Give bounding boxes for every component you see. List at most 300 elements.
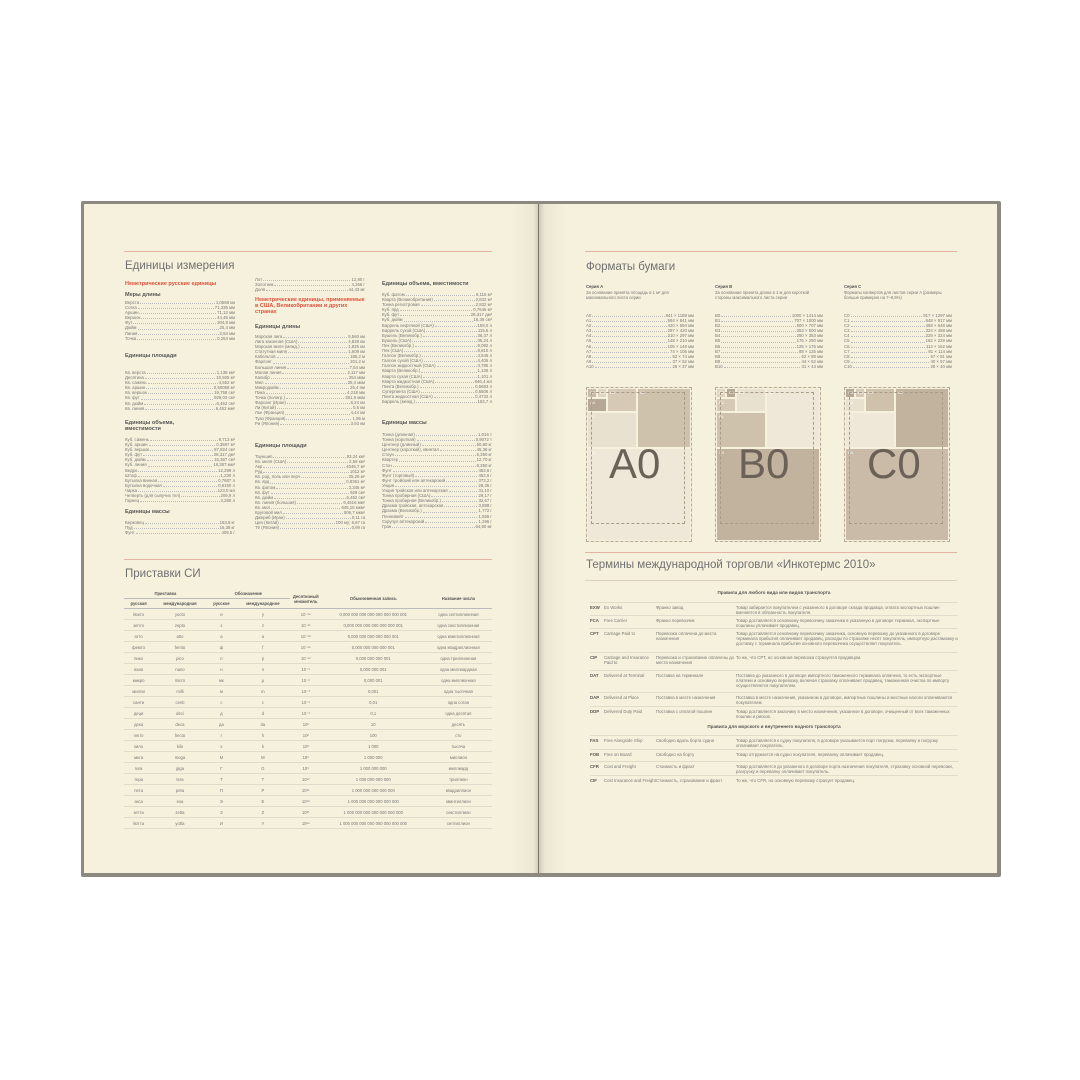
- unit-name: Тауншип: [255, 454, 273, 459]
- unit-value: 6,116 м³: [475, 292, 492, 297]
- unit-name: Стон: [382, 462, 392, 468]
- unit-value: 5,560 км: [348, 334, 365, 339]
- format-size: 353 × 500 мм: [796, 328, 823, 334]
- unit-name: Круговой мил: [255, 510, 282, 516]
- dot-leader: [851, 344, 925, 348]
- unit-value: 16,39 см³: [473, 317, 492, 323]
- dot-leader: [721, 323, 795, 327]
- format-series-title: Серия B: [715, 284, 733, 289]
- incoterm-code: DAT: [590, 673, 599, 678]
- incoterm-description: Товар забирается покупателем с указанного в договоре склада продавца, оплата экспортных пошлин вменяется в обязанность покупателя.: [736, 605, 940, 615]
- table-cell: одна сотая: [425, 697, 492, 708]
- table-cell: f: [236, 642, 290, 653]
- unit-value: 0,6150 л: [218, 482, 235, 488]
- dot-leader: [406, 292, 475, 296]
- format-size-row: [586, 364, 694, 369]
- table-cell: милли: [124, 686, 153, 697]
- unit-name: Золотник: [255, 282, 274, 288]
- table-cell: 1 000 000 000 000 000 000 000: [322, 807, 425, 818]
- unit-name: Большая линия: [255, 364, 287, 370]
- table-cell: нано: [124, 664, 153, 675]
- table-cell: одна квинтиллионная: [425, 631, 492, 642]
- unit-name: Драхма тройская, аптекарская: [382, 503, 444, 509]
- format-diagram: [586, 387, 692, 542]
- dot-leader: [141, 395, 213, 399]
- unit-value: 3,888 г: [478, 503, 492, 509]
- dot-leader: [592, 318, 666, 322]
- unit-name: Точка (полигр.): [255, 395, 285, 401]
- incoterm-english: Free Carrier: [604, 618, 628, 623]
- incoterm-description: Товар доставляется основному перевозчику заказчика в указанную в договоре терминал, экспортные пошлины уплачивает продавец.: [736, 618, 940, 628]
- unit-name: Кв. миля (США): [255, 459, 287, 465]
- table-cell: М: [207, 752, 236, 763]
- table-cell: гига: [124, 763, 153, 774]
- unit-name: Квартер: [382, 457, 399, 463]
- format-size-row: [844, 364, 952, 369]
- unit-name: Куб. сажень: [125, 437, 149, 442]
- table-cell: деци: [124, 708, 153, 719]
- unit-value: 16,387 см³: [214, 457, 235, 463]
- unit-value: 254 мкм: [348, 374, 365, 380]
- table-cell: mega: [153, 752, 207, 763]
- dot-leader: [282, 370, 346, 374]
- unit-value: 71,336 мм: [214, 305, 235, 311]
- left-page: [84, 204, 538, 873]
- dot-leader: [270, 479, 345, 483]
- col3-volume-list: [382, 292, 492, 404]
- unit-value: 87,824 см³: [214, 447, 235, 453]
- unit-value: 1,825 км: [348, 344, 365, 350]
- table-cell: одна триллионная: [425, 653, 492, 664]
- table-cell: п: [207, 653, 236, 664]
- unit-value: 115,6 л: [477, 327, 492, 333]
- format-code: C4: [844, 333, 850, 339]
- format-block-label: C2: [848, 400, 854, 405]
- table-row: [124, 818, 492, 829]
- table-cell: миллион: [425, 752, 492, 763]
- unit-value: 4,546 л: [477, 353, 492, 359]
- unit-value: 45,36 кг: [476, 447, 492, 453]
- unit-name: Пек (США): [382, 348, 404, 354]
- dot-leader: [721, 354, 800, 358]
- dot-leader: [404, 348, 476, 352]
- format-size: 1000 × 1414 мм: [791, 313, 823, 318]
- format-size: 458 × 648 мм: [925, 323, 952, 329]
- format-sizes-list: [715, 313, 823, 369]
- unit-value: 185,2 м: [350, 354, 365, 360]
- foreign-length-title: Единицы длины: [255, 324, 301, 330]
- incoterm-code: CIF: [590, 778, 597, 783]
- table-cell: н: [207, 664, 236, 675]
- dot-leader: [280, 421, 349, 425]
- dot-leader: [415, 473, 477, 477]
- unit-name: Баррель сухой (США): [382, 327, 426, 333]
- unit-name: Тонна пробирная (Великобр.): [382, 498, 441, 504]
- dot-leader: [417, 437, 475, 441]
- table-row: [124, 708, 492, 719]
- unit-name: Кв. мил: [255, 504, 271, 510]
- unit-value: 100 му; 6,67 га: [335, 520, 365, 526]
- incoterm-english: Delivered at Terminal: [604, 673, 645, 678]
- format-code: A8: [586, 353, 592, 359]
- unit-value: 304,8 мм: [217, 320, 235, 326]
- table-cell: йотта: [124, 818, 153, 829]
- dot-leader: [283, 510, 343, 514]
- table-cell: пета: [124, 785, 153, 796]
- unit-value: 28,317 дм³: [213, 452, 235, 458]
- table-cell: Т: [207, 774, 236, 785]
- format-code: C1: [844, 318, 850, 324]
- unit-name: Центнер (длинный): [382, 442, 421, 448]
- si-header-name: Название числа: [425, 589, 492, 609]
- si-title: Приставки СИ: [125, 568, 201, 580]
- format-block-label: C0: [719, 450, 725, 455]
- unit-name: Четверть (для сыпучих тел): [125, 493, 181, 499]
- format-block-label: A0: [898, 390, 903, 395]
- unit-value: 0,4732 л: [475, 393, 492, 399]
- incoterm-description: Товар доставляется основному перевозчику заказчика, основную перевозку до указанного в договоре терминала прибытия оплачивает продавец, расходы по страховке несёт покупатель, импортную растаможку и доставку с терминала прибытия основного перевозчика осуществляет покупатель.: [736, 631, 958, 646]
- unit-name: Фунт тройский или аптекарский: [382, 477, 446, 483]
- table-cell: Г: [207, 763, 236, 774]
- dot-leader: [287, 365, 348, 369]
- unit-name: Туаз (Франция): [255, 415, 286, 421]
- dot-leader: [287, 459, 348, 463]
- table-cell: 1 000 000 000 000 000 000 000 000: [322, 818, 425, 829]
- format-block-label: C3: [848, 390, 854, 395]
- col3-mass-title: Единицы массы: [382, 420, 427, 426]
- table-cell: дека: [124, 719, 153, 730]
- format-block-label: A6: [600, 390, 605, 395]
- table-cell: 1 000 000 000 000: [322, 774, 425, 785]
- incoterm-code: CPT: [590, 631, 599, 636]
- table-row: [124, 730, 492, 741]
- unit-value: 0,5 км: [352, 405, 365, 411]
- unit-name: Кв. род, поль или перч: [255, 474, 301, 480]
- format-size: 28 × 40 мм: [930, 363, 952, 369]
- unit-name: Кв. фатом: [255, 484, 276, 490]
- unit-value: 645,16 мкм²: [341, 504, 365, 510]
- unit-value: 19,758 см²: [214, 390, 235, 396]
- format-code: B1: [715, 318, 721, 324]
- dot-leader: [147, 370, 216, 374]
- unit-value: 201,2 м: [350, 359, 365, 365]
- dot-leader: [276, 485, 347, 489]
- dot-leader: [444, 503, 477, 507]
- table-cell: секстиллион: [425, 807, 492, 818]
- dot-leader: [449, 488, 478, 492]
- table-cell: Z: [236, 807, 290, 818]
- dot-leader: [274, 282, 350, 286]
- unit-name: Тё (Япония): [255, 525, 279, 531]
- format-code: A4: [586, 333, 592, 339]
- format-code: A9: [586, 358, 592, 364]
- format-block-label: B1: [719, 414, 724, 419]
- table-cell: мк: [207, 675, 236, 686]
- incoterm-english: Delivered Duty Paid: [604, 709, 642, 714]
- incoterm-russian: Свободно вдоль борта судна: [656, 738, 714, 743]
- format-size: 74 × 105 мм: [670, 348, 694, 354]
- incoterm-russian: Стоимость, страхование и фрахт: [656, 778, 723, 783]
- dot-leader: [851, 349, 928, 353]
- unit-value: 209,9 л: [220, 493, 235, 499]
- table-cell: femto: [153, 642, 207, 653]
- incoterm-description: То же, что CFR, но основную перевозку страхует продавец.: [736, 778, 856, 783]
- unit-value: 8,810 л: [477, 348, 492, 354]
- unit-name: Чарка: [125, 487, 138, 493]
- incoterm-russian: Перевозка оплачена до места назначения: [656, 631, 717, 641]
- table-cell: 0,000 001: [322, 675, 425, 686]
- unit-name: Фунт (торговый): [382, 472, 415, 478]
- dot-leader: [163, 483, 218, 487]
- unit-name: Куб. фатом: [382, 292, 405, 297]
- unit-value: 4,552 м²: [218, 380, 235, 386]
- table-cell: з: [207, 620, 236, 631]
- table-cell: 10⁻¹²: [290, 653, 322, 664]
- dot-leader: [301, 474, 348, 478]
- unit-value: 4,44 км: [350, 410, 365, 416]
- incoterm-russian: Поставка в месте назначения: [656, 695, 716, 700]
- table-cell: м: [207, 686, 236, 697]
- dot-leader: [263, 469, 348, 473]
- table-cell: p: [236, 653, 290, 664]
- unit-value: 3,93 км: [350, 420, 365, 426]
- dot-leader: [425, 519, 477, 523]
- dot-leader: [424, 358, 477, 362]
- dot-leader: [592, 333, 666, 337]
- unit-name: Кв. аршин: [125, 385, 146, 391]
- table-cell: a: [236, 631, 290, 642]
- table-cell: 10²: [290, 730, 322, 741]
- table-cell: 10⁻³: [290, 686, 322, 697]
- format-size: 37 × 52 мм: [672, 358, 694, 364]
- unit-value: 163,7 л: [477, 398, 492, 404]
- dot-leader: [141, 315, 216, 319]
- dot-leader: [592, 359, 671, 363]
- table-cell: 1 000 000 000: [322, 763, 425, 774]
- table-cell: тысяча: [425, 741, 492, 752]
- dot-leader: [140, 498, 219, 502]
- dot-leader: [446, 478, 477, 482]
- table-row: [124, 642, 492, 653]
- unit-name: Вершок: [125, 315, 141, 321]
- dot-leader: [138, 305, 214, 309]
- format-code: A2: [586, 323, 592, 329]
- table-cell: йокто: [124, 609, 153, 620]
- dot-leader: [851, 333, 925, 337]
- dot-leader: [265, 380, 347, 384]
- unit-name: Точка: [125, 335, 137, 341]
- volume-list: [125, 437, 235, 503]
- volume-title: Единицы объема, вместимости: [125, 420, 175, 432]
- table-cell: 10⁻²⁴: [290, 609, 322, 620]
- dot-leader: [285, 410, 349, 414]
- format-size: 162 × 229 мм: [925, 338, 952, 344]
- table-cell: да: [207, 719, 236, 730]
- table-cell: milli: [153, 686, 207, 697]
- format-block-label: A1: [640, 390, 645, 395]
- unit-name: Фут: [125, 320, 133, 326]
- format-size: 500 × 707 мм: [796, 323, 823, 329]
- table-cell: миллиард: [425, 763, 492, 774]
- table-cell: deci: [153, 708, 207, 719]
- unit-name: Унция: [382, 482, 395, 488]
- dot-leader: [435, 323, 477, 327]
- incoterm-row: [590, 775, 958, 783]
- incoterm-row: [590, 692, 958, 705]
- unit-name: Лье (Франция): [255, 410, 285, 416]
- dot-leader: [134, 525, 219, 529]
- table-cell: 0,01: [322, 697, 425, 708]
- incoterm-row: [590, 670, 958, 688]
- unit-value: 28,317 дм³: [470, 312, 492, 318]
- unit-name: Пуд: [125, 525, 133, 531]
- table-cell: тера: [124, 774, 153, 785]
- format-code: A0: [586, 313, 592, 318]
- unit-value: 0,99 га: [351, 525, 365, 531]
- dot-leader: [422, 353, 477, 357]
- table-cell: 10¹⁸: [290, 796, 322, 807]
- table-cell: 0,1: [322, 708, 425, 719]
- table-cell: 10²¹: [290, 807, 322, 818]
- unit-value: 0,8361 м²: [346, 479, 365, 485]
- table-cell: И: [207, 818, 236, 829]
- foreign-title: Неметрические единицы, применяемые в США, Великобритании и других странах: [255, 297, 365, 315]
- format-size: 229 × 324 мм: [925, 333, 952, 339]
- format-block-label: A4: [590, 400, 595, 405]
- unit-name: Драхма (Великобр.): [382, 508, 422, 514]
- foreign-length-list: [255, 334, 365, 426]
- dot-leader: [138, 325, 219, 329]
- unit-name: Стоун: [382, 452, 394, 458]
- dot-leader: [721, 328, 795, 332]
- table-cell: мега: [124, 752, 153, 763]
- unit-name: Дюйм: [125, 325, 137, 331]
- table-row: [124, 752, 492, 763]
- unit-name: Кв. дюйм: [255, 494, 274, 500]
- dot-leader: [266, 390, 346, 394]
- unit-value: 2,832 м³: [475, 302, 492, 308]
- unit-value: 1,95 м: [352, 415, 365, 421]
- table-cell: 0,000 000 001: [322, 664, 425, 675]
- unit-value: 6,452 см²: [346, 494, 365, 500]
- table-cell: 10³: [290, 741, 322, 752]
- dot-leader: [136, 530, 221, 534]
- unit-value: 9,092 л: [477, 342, 492, 348]
- table-cell: c: [236, 697, 290, 708]
- unit-row: [125, 498, 235, 503]
- table-cell: k: [236, 741, 290, 752]
- dot-leader: [851, 338, 925, 342]
- units-title: Единицы измерения: [125, 260, 235, 272]
- format-code: B5: [715, 338, 721, 344]
- format-series-desc: За основание принята площадь в 1 м² для максимального листа серии: [586, 290, 669, 301]
- dot-leader: [422, 442, 476, 446]
- format-code: C0: [844, 313, 850, 318]
- unit-value: 0,50058 м²: [213, 385, 235, 391]
- format-code: B3: [715, 328, 721, 334]
- unit-name: Куб. вершок: [125, 447, 150, 453]
- incoterm-row: [590, 602, 958, 615]
- unit-name: Кварта (Великобр.): [382, 368, 421, 374]
- unit-value: 946,4 мл: [474, 378, 492, 384]
- si-prefix-table: [124, 589, 492, 829]
- format-code: B0: [715, 313, 721, 318]
- table-cell: квадриллион: [425, 785, 492, 796]
- table-cell: h: [236, 730, 290, 741]
- unit-value: 12,70 кг: [476, 457, 492, 463]
- table-cell: yocto: [153, 609, 207, 620]
- format-code: C3: [844, 328, 850, 334]
- format-block-label: B4: [729, 390, 734, 395]
- length-title: Меры длины: [125, 292, 161, 298]
- dot-leader: [405, 514, 478, 518]
- table-row: [124, 785, 492, 796]
- unit-name: Цин (Китай): [255, 520, 279, 526]
- dot-leader: [133, 320, 216, 324]
- table-row: [124, 653, 492, 664]
- table-cell: 0,000 000 000 000 001: [322, 642, 425, 653]
- table-cell: pico: [153, 653, 207, 664]
- table-cell: ф: [207, 642, 236, 653]
- unit-name: Калибр: [255, 374, 270, 380]
- unit-name: Малая линия: [255, 369, 282, 375]
- unit-value: 1,230 л: [220, 472, 235, 478]
- unit-value: 373,2 г: [478, 477, 492, 483]
- unit-value: 1,296 г: [478, 518, 492, 524]
- table-cell: одна тысячная: [425, 686, 492, 697]
- unit-value: 4,405 л: [477, 358, 492, 364]
- unit-name: Кварта сухая (США): [382, 373, 423, 379]
- unit-value: 28,35 г: [478, 482, 492, 488]
- unit-row: [125, 530, 235, 535]
- format-code: A6: [586, 343, 592, 349]
- dot-leader: [420, 384, 475, 388]
- incoterm-english: Ex Works: [604, 605, 623, 610]
- table-cell: z: [236, 620, 290, 631]
- incoterm-code: FCA: [590, 618, 599, 623]
- si-header-prefix: Приставка: [124, 589, 207, 599]
- unit-value: 2,832 м³: [475, 297, 492, 303]
- si-header-multiplier: Десятичный множитель: [290, 589, 322, 609]
- table-cell: и: [207, 609, 236, 620]
- dot-leader: [851, 313, 923, 317]
- dot-leader: [137, 336, 216, 340]
- unit-value: 1012 м²: [349, 469, 365, 475]
- unit-value: 32,67 г: [478, 498, 492, 504]
- table-cell: пико: [124, 653, 153, 664]
- unit-name: Баррель нефтяной (США): [382, 322, 434, 328]
- dot-leader: [415, 343, 477, 347]
- incoterm-code: EXW: [590, 605, 600, 610]
- dot-leader: [400, 307, 473, 311]
- unit-value: 4,266 г: [351, 282, 365, 288]
- unit-name: Унция тройская или аптекарская: [382, 488, 448, 494]
- unit-value: 16,387 мм³: [213, 462, 235, 468]
- dot-leader: [286, 515, 351, 519]
- table-cell: г: [207, 730, 236, 741]
- unit-value: 25,4 нм: [350, 384, 365, 390]
- unit-value: 0,7646 м³: [473, 307, 492, 313]
- unit-name: Фунт: [382, 467, 392, 473]
- dot-leader: [434, 394, 475, 398]
- unit-name: Фунт: [125, 530, 135, 536]
- format-big-label: B0: [738, 440, 790, 487]
- dot-leader: [271, 375, 348, 379]
- incoterm-russian: Франко перевозчик: [656, 618, 695, 623]
- format-big-label: A0: [609, 440, 661, 487]
- dot-leader: [280, 385, 349, 389]
- dot-leader: [434, 297, 475, 301]
